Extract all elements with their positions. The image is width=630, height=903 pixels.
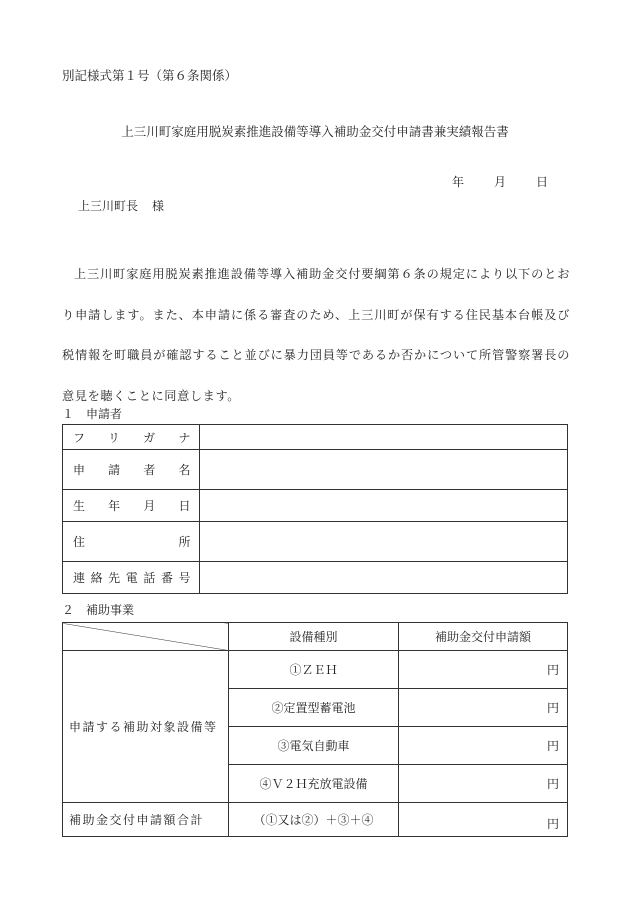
section-applicant-heading: １ 申請者 [62,407,123,421]
table-row [63,490,568,522]
diagonal-header-cell [63,623,229,651]
amount-total-field[interactable]: 円 [399,803,568,837]
furigana-field[interactable] [199,425,567,450]
furigana-label: フリガナ [63,425,200,450]
document-title: 上三川町家庭用脱炭素推進設備等導入補助金交付申請書兼実績報告書 [121,124,509,139]
total-formula: （①又は②）＋③＋④ [229,803,399,837]
table-row [63,651,568,689]
target-equipment-label: 申請する補助対象設備等 [63,651,229,803]
table-row [63,623,568,651]
equipment-zeh: ①ＺＥＨ [229,651,399,689]
amount-zeh-field[interactable]: 円 [399,651,568,689]
date-day-label: 日 [535,175,548,189]
equipment-v2h: ④Ｖ２Ｈ充放電設備 [229,765,399,803]
amount-v2h-field[interactable]: 円 [399,765,568,803]
consent-paragraph: 上三川町家庭用脱炭素推進設備等導入補助金交付要綱第６条の規定により以下のとおり申請します。また、本申請に係る審査のため、上三川町が保有する住民基本台帳及び税情報を町職員が確認すること並びに暴力団員等であるか否かについて所管警察署長の意見を聴くことに同意します。 [62,267,570,403]
total-label: 補助金交付申請額合計 [63,803,229,837]
table-row [63,450,568,490]
addressee-name: 上三川町長 [78,199,139,213]
birthdate-field[interactable] [199,490,567,522]
amount-header: 補助金交付申請額 [399,623,568,651]
date-month-label: 月 [493,175,506,189]
date-year-label: 年 [451,175,464,189]
addressee-honorific: 様 [152,199,165,213]
equipment-battery: ②定置型蓄電池 [229,689,399,727]
phone-field[interactable] [199,562,567,594]
table-row [63,803,568,837]
equipment-type-header: 設備種別 [229,623,399,651]
amount-ev-field[interactable]: 円 [399,727,568,765]
phone-label: 連絡先電話番号 [63,562,200,594]
table-row [63,425,568,450]
table-row [63,562,568,594]
applicant-name-field[interactable] [199,450,567,490]
address-field[interactable] [199,522,567,562]
applicant-name-label: 申請者名 [63,450,200,490]
amount-battery-field[interactable]: 円 [399,689,568,727]
addressee [78,197,164,214]
date-line [452,173,548,190]
applicant-table [62,424,568,594]
section-project-heading: ２ 補助事業 [62,603,135,617]
equipment-ev: ③電気自動車 [229,727,399,765]
table-row [63,522,568,562]
birthdate-label: 生年月日 [63,490,200,522]
form-number: 別記様式第１号（第６条関係） [62,68,238,83]
address-label: 住所 [63,522,200,562]
project-table [62,622,568,837]
